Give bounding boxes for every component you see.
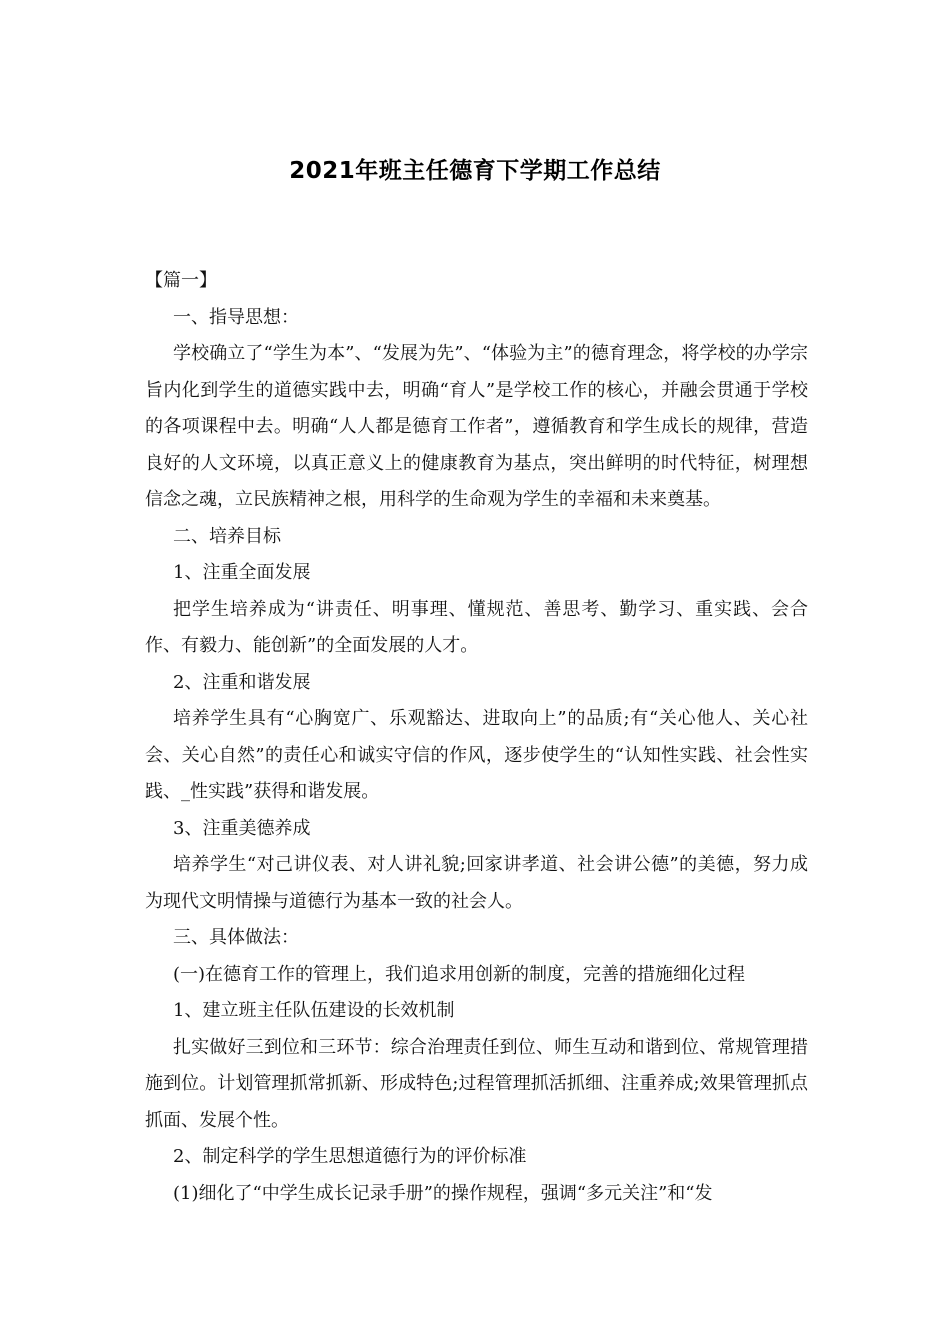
document-body [145, 263, 808, 1212]
paragraph: 培养学生“对己讲仪表、对人讲礼貌;回家讲孝道、社会讲公德”的美德，努力成为现代文明情操与道德行为基本一致的社会人。 [145, 854, 808, 912]
document-title: 2021年班主任德育下学期工作总结 [289, 158, 661, 184]
subheading: 3、注重美德养成 [173, 817, 311, 839]
heading-training-goals: 二、培养目标 [173, 525, 281, 547]
paragraph: 学校确立了“学生为本”、“发展为先”、“体验为主”的德育理念，将学校的办学宗旨内化到学生的道德实践中去，明确“育人”是学校工作的核心，并融会贯通于学校的各项课程中去。明确“人人都是德育工作者”，遵循教育和学生成长的规律，营造良好的人文环境，以真正意义上的健康教育为基点，突出鲜明的时代特征，树理想信念之魂，立民族精神之根，用科学的生命观为学生的幸福和未来奠基。 [145, 343, 808, 510]
subheading: 2、注重和谐发展 [173, 671, 311, 693]
paragraph: (1)细化了“中学生成长记录手册”的操作规程，强调“多元关注”和“发 [173, 1182, 713, 1204]
subheading: 2、制定科学的学生思想道德行为的评价标准 [173, 1146, 527, 1167]
heading-guiding-thought: 一、指导思想： [173, 306, 299, 328]
section-label: 【篇一】 [145, 270, 217, 291]
paragraph: 培养学生具有“心胸宽广、乐观豁达、进取向上”的品质;有“关心他人、关心社会、关心自然”的责任心和诚实守信的作风，逐步使学生的“认知性实践、社会性实践、_性实践”获得和谐发展。 [145, 708, 808, 802]
paragraph: 把学生培养成为“讲责任、明事理、懂规范、善思考、勤学习、重实践、会合作、有毅力、能创新”的全面发展的人才。 [145, 598, 808, 656]
paragraph: 扎实做好三到位和三环节：综合治理责任到位、师生互动和谐到位、常规管理措施到位。计划管理抓常抓新、形成特色;过程管理抓活抓细、注重养成;效果管理抓点抓面、发展个性。 [145, 1036, 808, 1131]
subheading: 1、建立班主任队伍建设的长效机制 [173, 1000, 455, 1021]
subheading: 1、注重全面发展 [173, 562, 311, 583]
heading-specific-methods: 三、具体做法： [173, 927, 299, 948]
subheading: (一)在德育工作的管理上，我们追求用创新的制度，完善的措施细化过程 [173, 963, 746, 985]
